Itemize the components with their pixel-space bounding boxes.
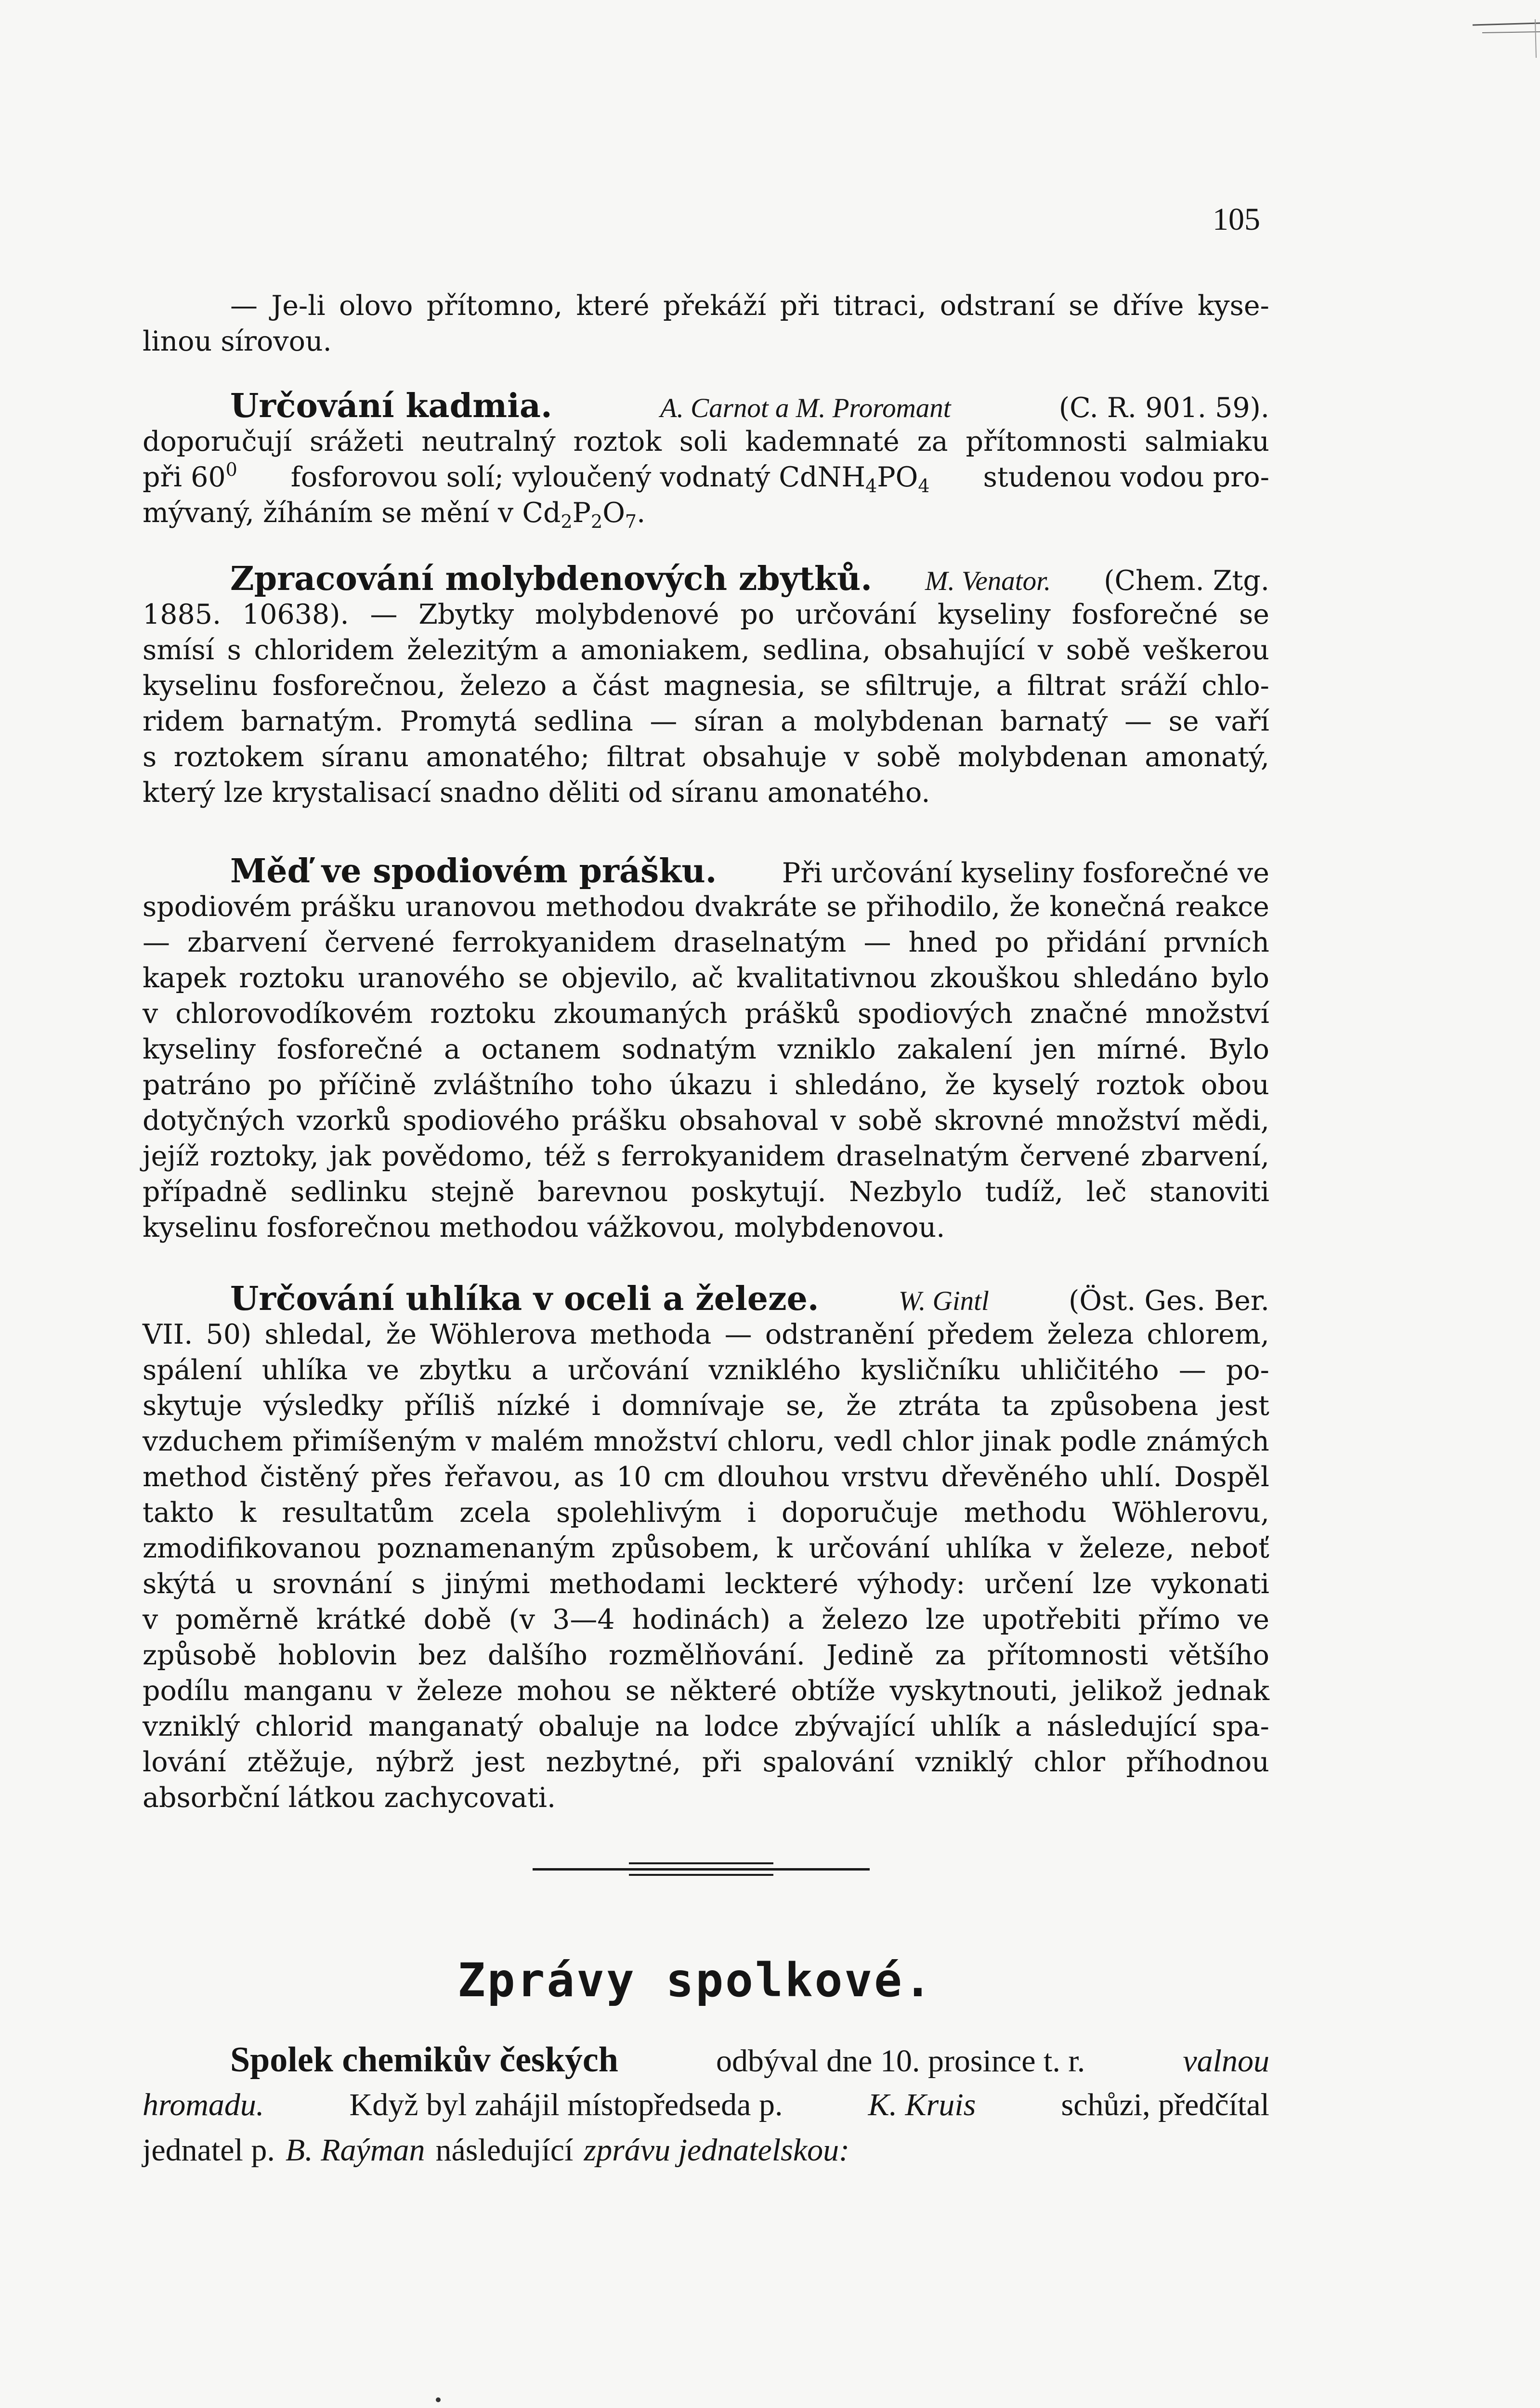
text-line: který lze krystalisací snadno děliti od síranu amonatého. xyxy=(143,777,930,809)
text-line: kyselinu fosforečnou methodou vážkovou, molybdenovou. xyxy=(143,1212,945,1243)
text-line: lování ztěžuje, nýbrž jest nezbytné, při spalování vzniklý chlor příhodnou xyxy=(143,1746,1269,1778)
formula-subscript: 2 xyxy=(591,511,603,532)
text-segment: zprávu jednatelskou: xyxy=(584,2133,850,2168)
society-name: Spolek chemikův českých xyxy=(230,2040,618,2080)
text-segment: odbýval dne 10. prosince t. r. xyxy=(716,2043,1085,2079)
molybdenum-author: M. Venator. xyxy=(925,566,1051,596)
degree-superscript: 0 xyxy=(225,459,237,480)
society-paragraph xyxy=(143,2037,1269,2173)
text-line: případně sedlinku stejně barevnou poskytují. Nezbylo tudíž, leč stanoviti xyxy=(143,1176,1269,1208)
text-line: — zbarvení červené ferrokyanidem draselnatým — hned po přidání prvních xyxy=(143,927,1269,958)
copper-paragraph xyxy=(143,853,1269,1245)
text-segment: následující xyxy=(435,2133,574,2168)
text-segment: . xyxy=(637,497,646,529)
molybdenum-paragraph xyxy=(143,561,1269,811)
cadmium-ref: (C. R. 901. 59). xyxy=(1058,392,1269,424)
ink-speck xyxy=(436,2397,441,2402)
formula-subscript: 4 xyxy=(918,475,930,497)
text-line: patráno po příčině zvláštního toho úkazu i shledáno, že kyselý roztok obou xyxy=(143,1069,1269,1101)
section-heading: Zprávy spolkové. xyxy=(457,1953,934,2007)
text-segment: Když byl zahájil místopředseda p. xyxy=(349,2087,783,2122)
text-line: v chlorovodíkovém roztoku zkoumaných prášků spodiových značné množství xyxy=(143,998,1269,1030)
text-line: zmodifikovanou poznamenaným způsobem, k určování uhlíka v železe, neboť xyxy=(143,1532,1269,1564)
text-line: dotyčných vzorků spodiového prášku obsahoval v sobě skrovné množství mědi, xyxy=(143,1105,1269,1137)
text-line: takto k resultatům zcela spolehlivým i doporučuje methodu Wöhlerovu, xyxy=(143,1497,1269,1529)
text-segment: hromadu. xyxy=(143,2087,264,2122)
text-line xyxy=(143,2037,1269,2082)
text-line: vzduchem přimíšeným v malém množství chloru, vedl chlor jinak podle známých xyxy=(143,1426,1269,1457)
copper-heading: Měď ve spodiovém prášku. xyxy=(230,852,717,890)
formula-subscript: 7 xyxy=(625,511,637,532)
text-line: s roztokem síranu amonatého; filtrat obsahuje v sobě molybdenan amonatý, xyxy=(143,741,1269,773)
text-line: ridem barnatým. Promytá sedlina — síran a molybdenan barnatý — se vaří xyxy=(143,706,1269,737)
formula-subscript: 4 xyxy=(865,475,877,497)
text-segment: schůzi, předčítal xyxy=(1061,2087,1269,2122)
text-segment: mývaný, žíháním se mění v Cd xyxy=(143,497,561,529)
text-line: vzniklý chlorid manganatý obaluje na lodce zbývající uhlík a následující spa- xyxy=(143,1711,1269,1742)
formula-subscript: 2 xyxy=(561,511,573,532)
text-line: doporučují srážeti neutralný roztok soli kademnaté za přítomnosti salmiaku xyxy=(143,426,1269,458)
text-line xyxy=(143,1281,1269,1317)
cadmium-authors: A. Carnot a M. Proromant xyxy=(660,393,951,423)
text-segment: PO xyxy=(877,461,918,493)
carbon-heading: Určování uhlíka v oceli a železe. xyxy=(230,1280,819,1318)
text-line xyxy=(143,495,1269,531)
text-line: linou sírovou. xyxy=(143,326,332,357)
page-number: 105 xyxy=(1213,202,1260,237)
text-line: spálení uhlíka ve zbytku a určování vzniklého kysličníku uhličitého — po- xyxy=(143,1354,1269,1386)
text-line: absorbční látkou zachycovati. xyxy=(143,1782,556,1814)
text-line: podílu manganu v železe mohou se některé obtíže vyskytnouti, jelikož jednak xyxy=(143,1675,1269,1707)
text-line xyxy=(143,2128,1269,2173)
text-line xyxy=(143,561,1269,597)
text-line: kyselinu fosforečnou, železo a část magnesia, se sfiltruje, a filtrat sráží chlo- xyxy=(143,670,1269,702)
text-segment: P xyxy=(572,497,591,529)
cadmium-heading: Určování kadmia. xyxy=(230,387,552,425)
intro-paragraph xyxy=(143,288,1269,359)
text-line xyxy=(143,853,1269,889)
text-line: 1885. 10638). — Zbytky molybdenové po určování kyseliny fosforečné se xyxy=(143,599,1269,630)
text-line: způsobě hoblovin bez dalšího rozmělňování. Jedině za přítomnosti většího xyxy=(143,1639,1269,1671)
text-line: smísí s chloridem železitým a amoniakem, sedlina, obsahující v sobě veškerou xyxy=(143,634,1269,666)
text-line: v poměrně krátké době (v 3—4 hodinách) a železo lze upotřebiti přímo ve xyxy=(143,1604,1269,1636)
text-segment: jednatel p. xyxy=(143,2133,275,2168)
text-segment: studenou vodou pro- xyxy=(983,461,1269,493)
cadmium-paragraph xyxy=(143,388,1269,531)
page-corner-mark xyxy=(1463,19,1540,58)
text-line xyxy=(143,388,1269,424)
text-segment: Při určování kyseliny fosforečné ve xyxy=(782,857,1269,889)
molybdenum-heading: Zpracování molybdenových zbytků. xyxy=(230,560,873,598)
person-name: B. Raýman xyxy=(285,2133,425,2168)
text-line xyxy=(143,459,1269,495)
person-name: K. Kruis xyxy=(868,2087,976,2122)
text-segment: fosforovou solí; vyloučený vodnatý CdNH xyxy=(290,461,866,493)
text-line: method čistěný přes řeřavou, as 10 cm dlouhou vrstvu dřevěného uhlí. Dospěl xyxy=(143,1461,1269,1493)
section-separator xyxy=(533,1862,870,1877)
carbon-author: W. Gintl xyxy=(898,1286,989,1316)
text-segment: valnou xyxy=(1183,2043,1269,2079)
text-segment: při 60 xyxy=(143,461,226,493)
carbon-ref: (Öst. Ges. Ber. xyxy=(1069,1285,1269,1317)
text-line: spodiovém prášku uranovou methodou dvakráte se přihodilo, že konečná reakce xyxy=(143,891,1269,923)
text-line: skýtá u srovnání s jinými methodami leckteré výhody: určení lze vykonati xyxy=(143,1568,1269,1600)
text-line: kyseliny fosforečné a octanem sodnatým vzniklo zakalení jen mírné. Bylo xyxy=(143,1034,1269,1065)
text-line xyxy=(143,2082,1269,2128)
text-line: VII. 50) shledal, že Wöhlerova methoda — odstranění předem železa chlorem, xyxy=(143,1319,1269,1350)
molybdenum-ref: (Chem. Ztg. xyxy=(1104,565,1269,597)
text-line: skytuje výsledky příliš nízké i domnívaje se, že ztráta ta způsobena jest xyxy=(143,1390,1269,1422)
text-line: jejíž roztoky, jak povědomo, též s ferrokyanidem draselnatým červené zbarvení, xyxy=(143,1140,1269,1172)
text-line: kapek roztoku uranového se objevilo, ač kvalitativnou zkouškou shledáno bylo xyxy=(143,962,1269,994)
carbon-paragraph xyxy=(143,1281,1269,1816)
text-line: — Je-li olovo přítomno, které překáží při titraci, odstraní se dříve kyse- xyxy=(230,290,1269,322)
text-segment: O xyxy=(602,497,625,529)
